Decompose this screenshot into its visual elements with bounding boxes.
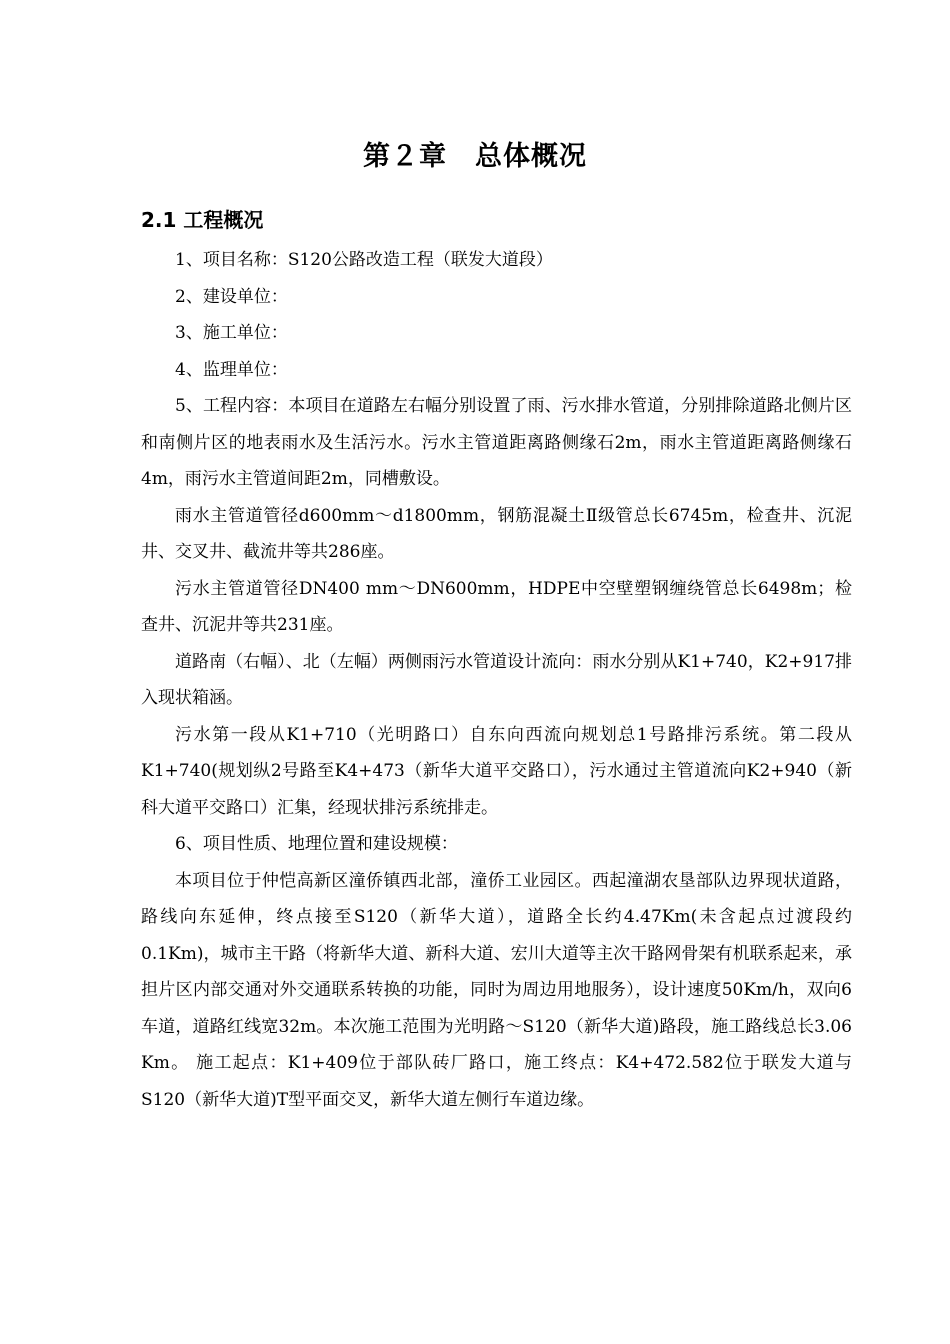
- paragraph-sewage: 污水主管道管径DN400 mm～DN600mm，HDPE中空壁塑钢缠绕管总长6498m；检查井、沉泥井等共231座。: [141, 578, 852, 635]
- body-text: [141, 242, 852, 1118]
- section-heading: 2.1 工程概况: [141, 208, 264, 232]
- paragraph-rainwater: 雨水主管道管径d600mm～d1800mm，钢筋混凝土Ⅱ级管总长6745m，检查井、沉泥井、交叉井、截流井等共286座。: [141, 505, 852, 562]
- chapter-title: 第２章 总体概况: [363, 141, 587, 172]
- paragraph-scope: 5、工程内容：本项目在道路左右幅分别设置了雨、污水排水管道，分别排除道路北侧片区和南侧片区的地表雨水及生活污水。污水主管道距离路侧缘石2m，雨水主管道距离路侧缘石4m，雨污水主管道间距2m，同槽敷设。: [141, 396, 852, 489]
- paragraph-supervisor: 4、监理单位：: [175, 359, 288, 380]
- paragraph-contractor: 3、施工单位：: [175, 323, 288, 343]
- paragraph-location: 本项目位于仲恺高新区潼侨镇西北部，潼侨工业园区。西起潼湖农垦部队边界现状道路，路线向东延伸，终点接至S120（新华大道），道路全长约4.47Km(未含起点过渡段约0.1Km)，城市主干路（将新华大道、新科大道、宏川大道等主次干路网骨架有机联系起来，承担片区内部交通对外交通联系转换的功能，同时为周边用地服务），设计速度50Km/h，双向6车道，道路红线宽32m。本次施工范围为光明路～S120（新华大道)路段，施工路线总长3.06 Km。 施工起点：K1+409位于部队砖厂路口，施工终点：K4+472.582位于联发大道与S120（新华大道)T型平面交叉，新华大道左侧行车道边缘。: [141, 870, 852, 1110]
- paragraph-construction-unit: 2、建设单位：: [175, 286, 288, 307]
- paragraph-flow-direction: 道路南（右幅）、北（左幅）两侧雨污水管道设计流向：雨水分别从K1+740，K2+917排入现状箱涵。: [141, 651, 852, 708]
- paragraph-nature-heading: 6、项目性质、地理位置和建设规模：: [175, 834, 458, 854]
- paragraph-project-name: 1、项目名称：S120公路改造工程（联发大道段）: [175, 250, 553, 270]
- paragraph-sewage-segments: 污水第一段从K1+710（光明路口）自东向西流向规划总1号路排污系统。第二段从K1+740(规划纵2号路至K4+473（新华大道平交路口），污水通过主管道流向K2+940（新科大道平交路口）汇集，经现状排污系统排走。: [141, 724, 852, 818]
